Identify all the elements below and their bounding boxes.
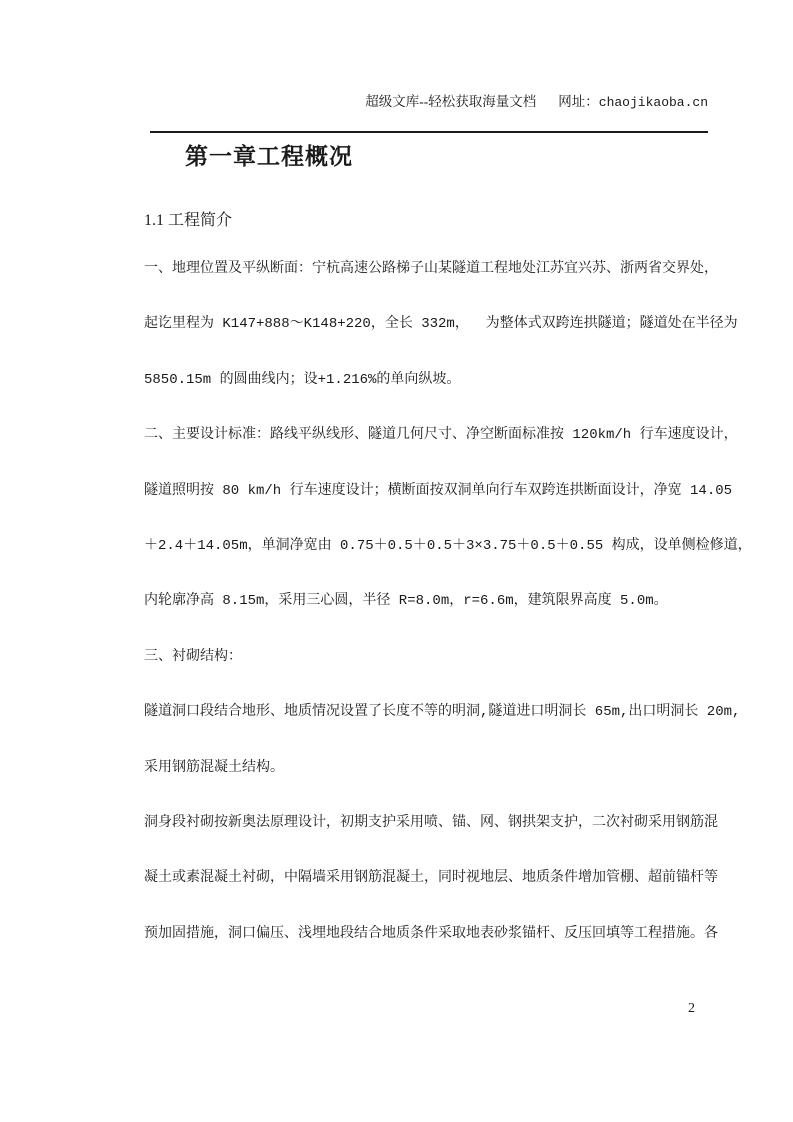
text-line: 一、地理位置及平纵断面：宁杭高速公路梯子山某隧道工程地处江苏宜兴苏、浙两省交界处， xyxy=(144,261,718,277)
header-url: chaojikaoba.cn xyxy=(598,95,708,110)
text-line: 隧道照明按 80 km/h 行车速度设计；横断面按双洞单向行车双跨连拱断面设计，净宽 14.05 xyxy=(144,482,733,499)
text-line: 三、衬砌结构： xyxy=(144,648,242,665)
text-line: 隧道洞口段结合地形、地质情况设置了长度不等的明洞,隧道进口明洞长 65m,出口明洞长 20m, xyxy=(144,704,741,721)
body-text xyxy=(144,242,752,962)
text-line: 二、主要设计标准：路线平纵线形、隧道几何尺寸、净空断面标准按 120km/h 行车速度设计， xyxy=(144,427,738,444)
text-line: 内轮廓净高 8.15m，采用三心圆，半径 R=8.0m，r=6.6m，建筑限界高度 5.0m。 xyxy=(144,593,668,610)
page-number: 2 xyxy=(688,1001,695,1016)
page-header xyxy=(150,74,708,133)
text-line: 凝土或素混凝土衬砌，中隔墙采用钢筋混凝土，同时视地层、地质条件增加管棚、超前锚杆等 xyxy=(144,870,718,887)
header-site-name: 超级文库--轻松获取海量文档 xyxy=(365,94,537,109)
text-line: 采用钢筋混凝土结构。 xyxy=(144,759,284,776)
section-heading: 1.1 工程简介 xyxy=(144,212,233,229)
text-line: ＋2.4＋14.05m，单洞净宽由 0.75＋0.5＋0.5＋3×3.75＋0.5＋0.55 构成，设单侧检修道， xyxy=(144,537,752,554)
text-line: 5850.15m 的圆曲线内；设+1.216%的单向纵坡。 xyxy=(144,371,461,388)
text-line: 预加固措施，洞口偏压、浅埋地段结合地质条件采取地表砂浆锚杆、反压回填等工程措施。各 xyxy=(144,925,718,942)
chapter-title: 第一章工程概况 xyxy=(185,144,353,169)
text-line: 洞身段衬砌按新奥法原理设计，初期支护采用喷、锚、网、钢拱架支护，二次衬砌采用钢筋混 xyxy=(144,814,718,831)
header-url-label: 网址： xyxy=(558,94,599,109)
text-line: 起讫里程为 K147+888～K148+220，全长 332m， 为整体式双跨连拱隧道；隧道处在半径为 xyxy=(144,316,738,333)
